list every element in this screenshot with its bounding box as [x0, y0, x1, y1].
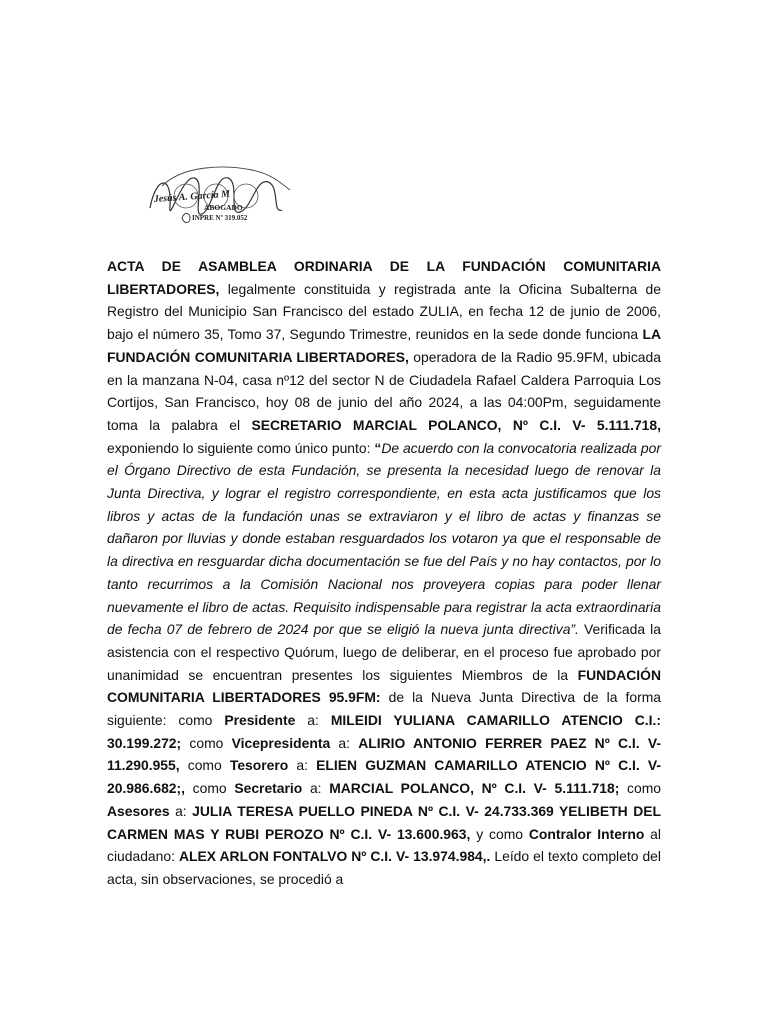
- text-segment: exponiendo lo siguiente como único punto:: [107, 439, 375, 456]
- bold-text-segment: Contralor Interno: [528, 825, 645, 842]
- seal-title: ABOGADO: [204, 203, 243, 212]
- bold-text-segment: Tesorero: [229, 757, 289, 774]
- seal-signature-text: Jesús A. García M: [153, 188, 231, 205]
- bold-text-segment: Vicepresidenta: [231, 734, 331, 751]
- acta-body-text: [107, 255, 661, 891]
- bold-text-segment: SECRETARIO MARCIAL POLANCO, Nº C.I. V- 5.111.718,: [251, 416, 661, 433]
- text-segment: operadora de la Radio 95.9FM, ubicada en la manzana N-04, casa nº12 del sector N de Ciudadela Rafael Caldera Parroquia Los Cortijos, San Francisco, hoy 08 de junio del año 2024, a las 04:00Pm, seguidamente toma la palabra el: [107, 348, 661, 433]
- bold-text-segment: ALEX ARLON FONTALVO Nº C.I. V- 13.974.984,.: [178, 848, 491, 865]
- text-segment: como: [181, 734, 232, 751]
- italic-text-segment: De acuerdo con la convocatoria realizada por el Órgano Directivo de esta Fundación, se presenta la necesidad luego de renovar la Junta Directiva, y lograr el registro correspondiente, en esta acta justificamos que los libros y actas de la fundación unas se extraviaron y el libro de actas y finanzas se dañaron por lluvias y donde estaban resguardados los votaron ya que el responsable de la directiva en resguardar dicha documentación se fue del País y no hay contactos, por lo tanto recurrimos a la Comisión Nacional nos proveyera copias para poder llenar nuevamente el libro de actas. Requisito indispensable para registrar la acta extraordinaria de fecha 07 de febrero de 2024 por que se eligió la nueva junta directiva”.: [107, 439, 661, 638]
- bold-text-segment: “: [374, 439, 382, 456]
- text-segment: de la Nueva Junta Directiva de la forma siguiente: como: [107, 689, 661, 729]
- bold-text-segment: ALIRIO ANTONIO FERRER PAEZ Nº C.I. V- 11.290.955,: [107, 734, 661, 774]
- text-segment: y como: [470, 825, 529, 842]
- bold-text-segment: Presidente: [224, 712, 296, 729]
- text-segment: como: [179, 757, 230, 774]
- text-segment: Verificada la asistencia con el respectivo Quórum, luego de deliberar, en el proceso fue aprobado por unanimidad se encuentran presentes los siguientes Miembros de la: [107, 621, 661, 683]
- bold-text-segment: ACTA DE ASAMBLEA ORDINARIA DE LA FUNDACIÓN COMUNITARIA LIBERTADORES,: [107, 258, 661, 297]
- signature-seal: [132, 156, 307, 236]
- text-segment: Leído el texto completo del acta, sin observaciones, se procedió a: [107, 848, 661, 887]
- bold-text-segment: FUNDACIÓN COMUNITARIA LIBERTADORES 95.9FM:: [107, 666, 661, 706]
- bold-text-segment: ELIEN GUZMAN CAMARILLO ATENCIO Nº C.I. V- 20.986.682;,: [107, 757, 661, 797]
- bold-text-segment: MILEIDI YULIANA CAMARILLO ATENCIO C.I.: 30.199.272;: [107, 712, 661, 751]
- text-segment: a:: [295, 712, 331, 729]
- bold-text-segment: LA FUNDACIÓN COMUNITARIA LIBERTADORES,: [107, 326, 661, 365]
- bold-text-segment: Asesores: [107, 802, 170, 819]
- text-segment: a:: [302, 780, 330, 797]
- bold-text-segment: MARCIAL POLANCO, Nº C.I. V- 5.111.718;: [329, 780, 620, 797]
- text-segment: a:: [288, 757, 317, 774]
- text-segment: al ciudadano:: [107, 825, 661, 865]
- text-segment: a:: [169, 802, 193, 819]
- seal-registration: INPRE Nº 319.052: [192, 214, 248, 222]
- text-segment: a:: [330, 734, 359, 751]
- bold-text-segment: JULIA TERESA PUELLO PINEDA Nº C.I. V- 24.733.369 YELIBETH DEL CARMEN MAS Y RUBI PEROZO Nº C.I. V- 13.600.963,: [107, 802, 661, 842]
- text-segment: como: [185, 780, 235, 797]
- text-segment: legalmente constituida y registrada ante la Oficina Subalterna de Registro del Municipio San Francisco del estado ZULIA, en fecha 12 de junio de 2006, bajo el número 35, Tomo 37, Segundo Trimestre, reunidos en la sede donde funciona: [107, 280, 661, 343]
- text-segment: como: [619, 780, 662, 797]
- bold-text-segment: Secretario: [234, 780, 303, 797]
